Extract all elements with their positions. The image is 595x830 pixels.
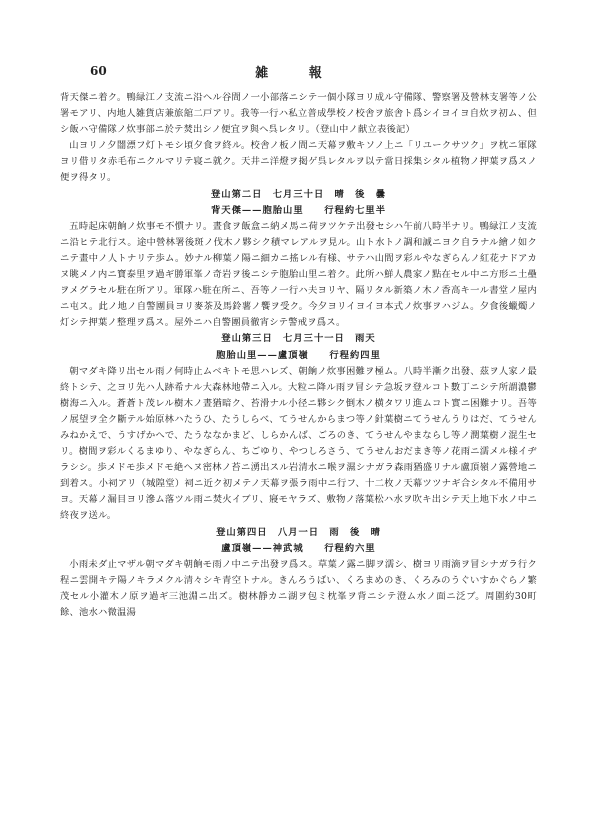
section-heading-day3: 登山第三日 七月三十一日 雨天 — [221, 333, 376, 345]
paragraph: 小雨未ダ止マザル朝マダキ朝餉モ雨ノ中ニテ出發ヲ爲ス。草葉ノ露ニ脚ヲ濡シ、樹ヨリ雨滴ヲ冒シナガラ行ク程ニ雲開キテ陽ノキラメクル清々シキ青空トナル。きんろうばい、くろまめのき、くろみのうぐいすかぐらノ繁茂セル小灌木ノ原ヲ過ギ三池淵ニ出ズ。樹林靜カニ湖ヲ包ミ枕峯ヲ背ニシテ澄ム水ノ面ニ泛ブ。周圍約30町餘、池水ハ微温湯 — [60, 558, 537, 618]
running-title: 雑 報 — [255, 66, 340, 81]
paragraph: 背天傑ニ着ク。鴨緑江ノ支流ニ沿ヘル谷間ノ一小部落ニシテ一個小隊ヨリ成ル守備隊、警察署及營林支署等ノ公署モアリ、内地人雑貨店兼旅舘二戸アリ。我等一行ハ私立普成學校ノ校舎ヲ旅舎ト爲シイヨイヨ自炊ヲ初ム、但シ飯ハ守備隊ノ炊事部ニ於テ焚出シノ便宜ヲ與ヘ呉レタリ。（登山中ノ献立表後記） — [60, 92, 537, 136]
route-heading-day2: 背天傑——胞胎山里 行程約七里半 — [210, 204, 387, 216]
route-heading-day3: 胞胎山里——盧頂嶺 行程約四里 — [216, 349, 381, 361]
page-number: 60 — [90, 64, 107, 78]
paragraph: 朝マダキ降リ出セル雨ノ何時止ムベキトモ思ハレズ、朝餉ノ炊事困難ヲ極ム。八時半漸ク出發、茲ヲ人家ノ最終トシテ、之ヨリ先ハ人跡希ナル大森林地帶ニ入ル。大粒ニ降ル雨ヲ冒シテ急坂ヲ登ルコト數丁ニシテ所謂濃鬱樹海ニ入ル。蒼蒼ト茂レル樹木ノ晝猶暗ク、苔滑ナル小径ニ夥シク倒木ノ横タワリ進ムコト實ニ困難ナリ。吾等ノ展望ヲ全ク斷テル始原林ハたうひ、たうしらべ、てうせんからまつ等ノ針葉樹ニてうせんうりはだ、てうせんみねかえで、うすげかへで、たうななかまど、しらかんば、ごろのき、てうせんやまならし等ノ潤葉樹ノ混生セリ。樹間ヲ彩ルくるまゆり、やなぎらん、ちごゆり、やつしろさう、てうせんおだまき等ノ花雨ニ濡メル様イヂラシシ。歩メドモ歩メドモ絶ヘヌ密林ノ苔ニ湧出スル岩清水ニ喉ヲ濕シナガラ森雨猶盛リナル盧頂嶺ノ露營地ニ到着ス。小祠アリ（城隍堂）祠ニ近ク初メテノ天幕ヲ張ラ雨中ニ行フ、十二枚ノ天幕ツツナギ合シタル不備用サヨ。天幕ノ漏目ヨリ滲ム落ツル雨ニ焚火イブリ、寢モヤラズ、敷物ノ落葉松ハ水ヲ吹キ出シテ天上地下水ノ中ニ終夜ヲ送ル。 — [60, 365, 537, 522]
article-body — [60, 90, 537, 621]
section-heading-day4: 登山第四日 八月一日 雨 後 晴 — [216, 526, 381, 538]
section-heading-day2: 登山第二日 七月三十日 晴 後 曇 — [210, 188, 387, 200]
route-heading-day4: 盧頂嶺——神武城 行程約六里 — [221, 542, 376, 554]
paragraph: 五時起床朝餉ノ炊事モ不慣ナリ。晝食ヲ飯盒ニ納メ馬ニ荷ヲツケテ出發セシハ午前八時半ナリ。鴨緑江ノ支流ニ沿ヒテ北行ス。途中營林署後斑ノ伐木ノ夥シク積マレアルヲ見ル。山ト水トノ調和誠ニヨク自ラナル繪ノ如クニテ畫中ノ人トナリテ歩ム。妙ナル柳葉ノ陽ニ細カニ搖レル有様、サテハ山間ヲ彩ルやなぎらんノ紅花ナドアカヌ眺メノ内ニ寶泰里ヲ過ギ勝軍峯ノ奇岩ヲ後ニシテ胞胎山里ニ着ク。此所ハ鮮人農家ノ點在セル中ニ方形ニ土壘ヲメグラセル駐在所アリ。軍隊ハ駐在所ニ、吾等ノ一行ハ夫ヨリヤ、隔リタル新築ノ木ノ香高キ一ル書堂ノ屋内ニ屯ス。此ノ地ノ自警團員ヨリ麥茶及馬鈴薯ノ饗ヲ受ク。今夕ヨリイヨイヨ本式ノ炊事ヲハジム。夕食後蠟燭ノ灯シテ押葉ノ整理ヲ爲ス。屋外ニハ自警團員徹宵シテ警戒ヲ爲ス。 — [60, 220, 537, 329]
paragraph: 山ヨリノ夕闇漂フ灯トモシ頃夕食ヲ終ル。校舎ノ板ノ間ニ天幕ヲ敷キソノ上ニ「リユークサツク」ヲ枕ニ軍隊ヨリ借リタ赤毛布ニクルマリテ寝ニ就ク。天井ニ洋燈ヲ掲ゲ呉レタルヲ以テ當日採集シタル植物ノ押葉ヲ爲スノ便ヲ得タリ。 — [60, 140, 537, 184]
